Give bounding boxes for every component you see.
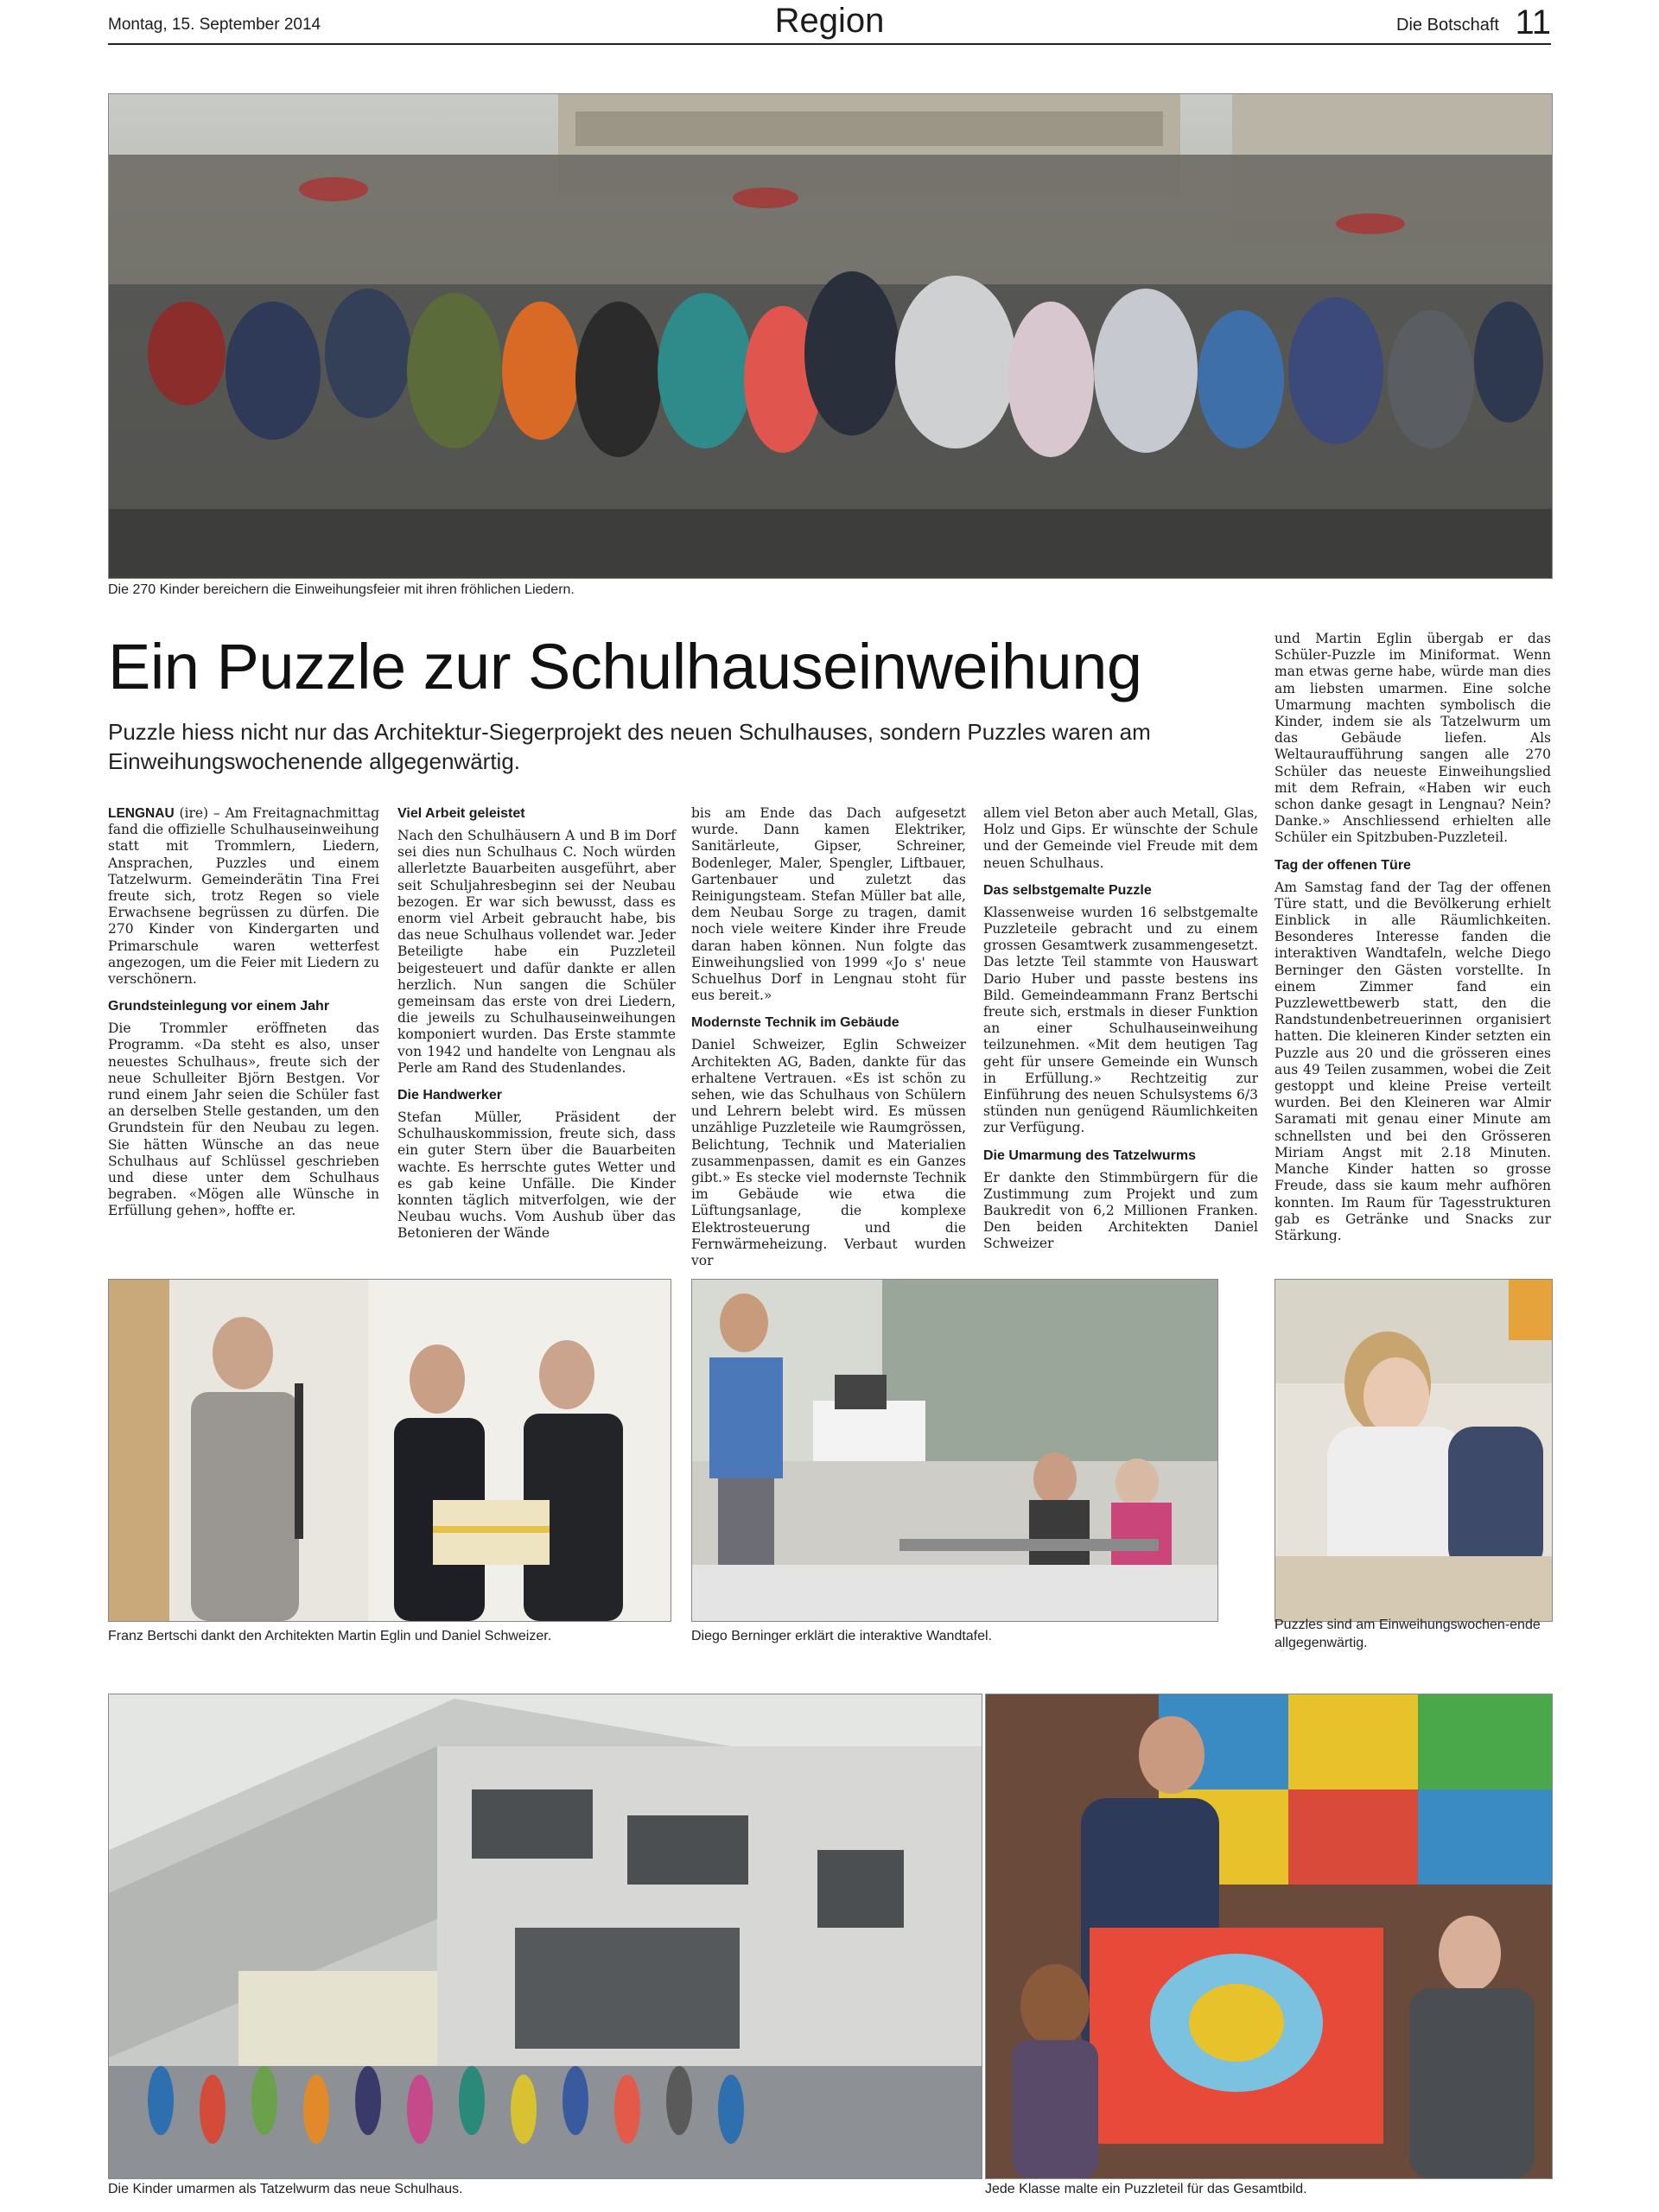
paragraph: bis am Ende das Dach aufgesetzt wurde. Dann kamen Elektriker, Sanitärleute, Gipser, Schreiner, Bodenleger, Maler, Spengler, Liftbauer, Gartenbauer und zuletzt das Reinigungsteam. Stefan Müller bat alle, dem Neubau Sorge zu tragen, damit noch viele weitere Kinder ihre Freude daran haben können. Nun folgte das Einweihungslied von 1999 «Jo s' neue Schuelhus Dorf in Lengnau stoht für eus bereit.»	[691, 805, 966, 1004]
issue-date: Montag, 15. September 2014	[108, 16, 321, 34]
caption-architects: Franz Bertschi dankt den Architekten Martin Eglin und Daniel Schweizer.	[108, 1629, 552, 1643]
caption-wandtafel: Diego Berninger erklärt die interaktive Wandtafel.	[691, 1629, 993, 1643]
article-headline: Ein Puzzle zur Schulhauseinweihung	[108, 631, 1142, 702]
article-column-1	[108, 805, 379, 1220]
subheading: Das selbstgemalte Puzzle	[983, 882, 1152, 898]
paragraph-text: (ire) – Am Freitagnachmittag fand die offizielle Schulhauseinweihung statt mit Trommlern, Liedern, Ansprachen, Puzzles und einem Tatzelwurm. Gemeinderätin Tina Frei freute sich, trotz Regen so viele Erwachsene begrüssen zu dürfen. Die 270 Kinder von Kindergarten und Primarschule waren wetterfest angezogen, um die Feier mit Liedern zu verschönern.	[108, 805, 379, 988]
paragraph: Nach den Schulhäusern A und B im Dorf sei dies nun Schulhaus C. Noch würden allerletzte Bauarbeiten ausgeführt, aber seit Schuljahresbeginn sei der Neubau bezogen. Er war sich bewusst, dass es enorm viel Arbeit gebraucht habe, bis das neue Schulhaus vollendet war. Jeder Beteiligte habe ein Puzzleteil beigesteuert und dafür dankte er allen herzlich. Nun sangen die Schüler gemeinsam das erste von drei Liedern, die jeweils zu Schulhauseinweihungen komponiert wurden. Das Erste stammte von 1942 und handelte von Lengnau als Perle am Rand des Studenlandes.	[397, 828, 676, 1076]
paragraph: Am Samstag fand der Tag der offenen Türe statt, und die Bevölkerung erhielt Einblick in alle Räumlichkeiten. Besonderes Interesse fanden die interaktiven Wandtafeln, welche Diego Berninger den Gästen vorstellte. In einem Zimmer fand ein Puzzlewettbewerb statt, den die Randstundenbetreuerinnen organisiert hatten. Die kleineren Kinder setzten ein Puzzle aus 20 und die grösseren eines aus 49 Teilen zusammen, wobei die Zeit gestoppt und kleine Preise verteilt wurden. Bei den Kleineren war Almir Saramati mit genau einer Minute am schnellsten und bei den Grösseren Miriam Angst mit 2.18 Minuten. Manche Kinder hatten so grosse Freude, dass sie kaum mehr aufhören konnten. Im Raum für Tagesstrukturen gab es Getränke und Snacks zur Stärkung.	[1274, 879, 1551, 1243]
article-column-2	[397, 805, 676, 1243]
article-lead: Puzzle hiess nicht nur das Architektur-Siegerprojekt des neuen Schulhauses, sondern Puzzles waren am Einweihungswochenende allgegenwärtig.	[108, 719, 1151, 774]
photo-puzzle-girl	[1274, 1279, 1553, 1622]
paragraph: Er dankte den Stimmbürgern für die Zustimmung zum Projekt und zum Baukredit von 6,2 Millionen Franken. Den beiden Architekten Daniel Schweizer	[983, 1169, 1258, 1252]
paragraph	[108, 805, 379, 988]
subheading: Grundsteinlegung vor einem Jahr	[108, 999, 330, 1014]
article-column-4	[983, 805, 1258, 1253]
crowd-image	[109, 94, 1552, 578]
subheading: Modernste Technik im Gebäude	[691, 1015, 899, 1031]
caption-puzzle-girl: Puzzles sind am Einweihungswochen-ende allgegenwärtig.	[1274, 1618, 1541, 1650]
caption-crowd: Die 270 Kinder bereichern die Einweihungsfeier mit ihren fröhlichen Liedern.	[108, 582, 575, 597]
subheading: Tag der offenen Türe	[1274, 857, 1411, 873]
caption-building: Die Kinder umarmen als Tatzelwurm das neue Schulhaus.	[108, 2182, 463, 2196]
newspaper-name: Die Botschaft	[1396, 16, 1499, 35]
photo-wandtafel	[691, 1279, 1218, 1622]
wandtafel-image	[692, 1280, 1217, 1621]
paragraph: Stefan Müller, Präsident der Schulhauskommission, freute sich, dass ein guter Stern über die Bauarbeiten wachte. Es herrschte gutes Wetter und es gab keine Unfälle. Die Kinder konnten täglich mitverfolgen, wie der Neubau wuchs. Vom Aushub über das Betonieren der Wände	[397, 1109, 676, 1242]
puzzle-girl-image	[1275, 1280, 1552, 1621]
mural-image	[986, 1694, 1552, 2178]
paragraph: und Martin Eglin übergab er das Schüler-Puzzle im Miniformat. Wenn man etwas gerne habe, würde man dies am liebsten umarmen. Eine solche Umarmung machten symbolisch die Kinder, indem sie als Tatzelwurm um das Gebäude liefen. Als Weltauraufführung sangen alle 270 Schüler das neueste Einweihungslied mit dem Refrain, «Haben wir euch schon danke gesagt in Lengnau? Nein? Danke.» Anschliessend erhielten alle Schüler ein Spitzbuben-Puzzleteil.	[1274, 631, 1551, 846]
article-column-5	[1274, 631, 1551, 1244]
page-number: 11	[1515, 3, 1551, 41]
page-header	[108, 2, 1551, 45]
subheading: Die Handwerker	[397, 1088, 502, 1103]
article-column-3	[691, 805, 966, 1269]
paragraph: Daniel Schweizer, Eglin Schweizer Architekten AG, Baden, dankte für das erhaltene Vertrauen. «Es ist schön zu sehen, wie das Schulhaus von Schülern und Lehrern belebt wird. Es müssen unzählige Puzzleteile wie Raumgrössen, Belichtung, Technik und Materialien zusammenpassen, damit es ein Ganzes gibt.» Es stecke viel modernste Technik im Gebäude wie etwa die Lüftungsanlage, die komplexe Elektrosteuerung und die Fernwärmeheizung. Verbaut wurden vor	[691, 1037, 966, 1269]
building-image	[109, 1694, 982, 2178]
paragraph: Die Trommler eröffneten das Programm. «Da steht es also, unser neuestes Schulhaus», freute sich der neue Schulleiter Björn Bestgen. Vor rund einem Jahr seien die Schüler fast an derselben Stelle gestanden, um den Grundstein für den Neubau zu legen. Sie hätten Wünsche an das neue Schulhaus auf Schlüssel geschrieben und diese unter dem Schulhaus begraben. «Mögen alle Wünsche in Erfüllung gehen», hoffte er.	[108, 1020, 379, 1219]
photo-building	[108, 1694, 982, 2179]
subheading: Die Umarmung des Tatzelwurms	[983, 1147, 1196, 1163]
section-title: Region	[774, 2, 885, 40]
subheading: Viel Arbeit geleistet	[397, 806, 525, 821]
paragraph: Klassenweise wurden 16 selbstgemalte Puzzleteile gebracht und zu einem grossen Gesamtwerk zusammengesetzt. Das letzte Teil stammte von Hauswart Dario Huber und passte bestens ins Bild. Gemeindeammann Franz Bertschi freute sich, erstmals in dieser Funktion an einer Schulhauseinweihung teilzunehmen. «Mit dem heutigen Tag geht für unsere Gemeinde ein Wunsch in Erfüllung.» Rechtzeitig zur Einführung des neuen Schulsystems 6/3 stünden nun genügend Räumlichkeiten zur Verfügung.	[983, 904, 1258, 1136]
architects-image	[109, 1280, 671, 1621]
caption-mural: Jede Klasse malte ein Puzzleteil für das Gesamtbild.	[985, 2182, 1307, 2196]
paragraph: allem viel Beton aber auch Metall, Glas, Holz und Gips. Er wünschte der Schule und der Gemeinde viel Freude mit dem neuen Schulhaus.	[983, 805, 1258, 871]
dateline: LENGNAU	[108, 806, 175, 821]
photo-crowd	[108, 93, 1553, 579]
photo-architects	[108, 1279, 671, 1622]
photo-mural	[985, 1694, 1553, 2179]
